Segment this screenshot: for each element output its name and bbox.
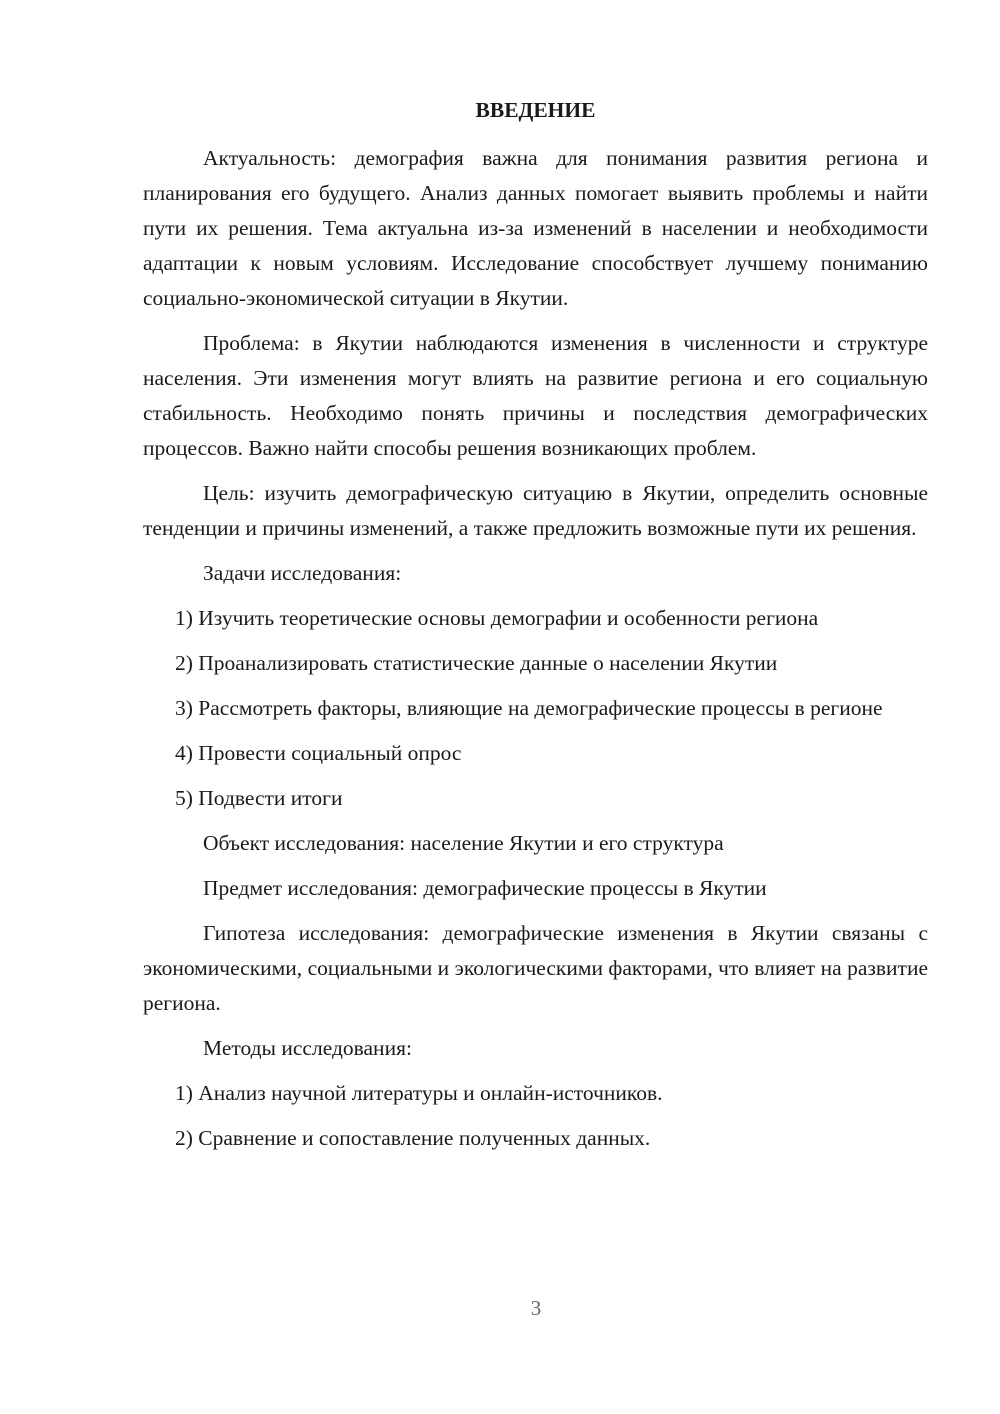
method-item-2: 2) Сравнение и сопоставление полученных данных. bbox=[175, 1126, 651, 1150]
relevance-paragraph: Актуальность: демография важна для понимания развития региона и планирования его будущего. Анализ данных помогает выявить проблемы и найти пути их решения. Тема актуальна из-за изменений в населении и необходимости адаптации к новым условиям. Исследование способствует лучшему пониманию социально-экономической ситуации в Якутии. bbox=[143, 146, 928, 310]
task-item-3: 3) Рассмотреть факторы, влияющие на демографические процессы в регионе bbox=[175, 696, 883, 720]
problem-paragraph: Проблема: в Якутии наблюдаются изменения в численности и структуре населения. Эти изменения могут влиять на развитие региона и его социальную стабильность. Необходимо понять причины и последствия демографических процессов. Важно найти способы решения возникающих проблем. bbox=[143, 331, 928, 460]
object-line: Объект исследования: население Якутии и его структура bbox=[203, 831, 724, 855]
page-number: 3 bbox=[530, 1296, 542, 1320]
section-title: ВВЕДЕНИЕ bbox=[475, 98, 596, 122]
tasks-heading: Задачи исследования: bbox=[203, 561, 402, 585]
document-body bbox=[143, 96, 928, 1166]
hypothesis-paragraph: Гипотеза исследования: демографические изменения в Якутии связаны с экономическими, социальными и экологическими факторами, что влияет на развитие региона. bbox=[143, 921, 928, 1015]
task-item-4: 4) Провести социальный опрос bbox=[175, 741, 462, 765]
method-item-1: 1) Анализ научной литературы и онлайн-источников. bbox=[175, 1081, 663, 1105]
task-item-1: 1) Изучить теоретические основы демографии и особенности региона bbox=[175, 606, 819, 630]
task-item-2: 2) Проанализировать статистические данные о населении Якутии bbox=[175, 651, 778, 675]
methods-heading: Методы исследования: bbox=[203, 1036, 412, 1060]
goal-paragraph: Цель: изучить демографическую ситуацию в Якутии, определить основные тенденции и причины изменений, а также предложить возможные пути их решения. bbox=[143, 481, 928, 540]
subject-line: Предмет исследования: демографические процессы в Якутии bbox=[203, 876, 767, 900]
task-item-5: 5) Подвести итоги bbox=[175, 786, 343, 810]
